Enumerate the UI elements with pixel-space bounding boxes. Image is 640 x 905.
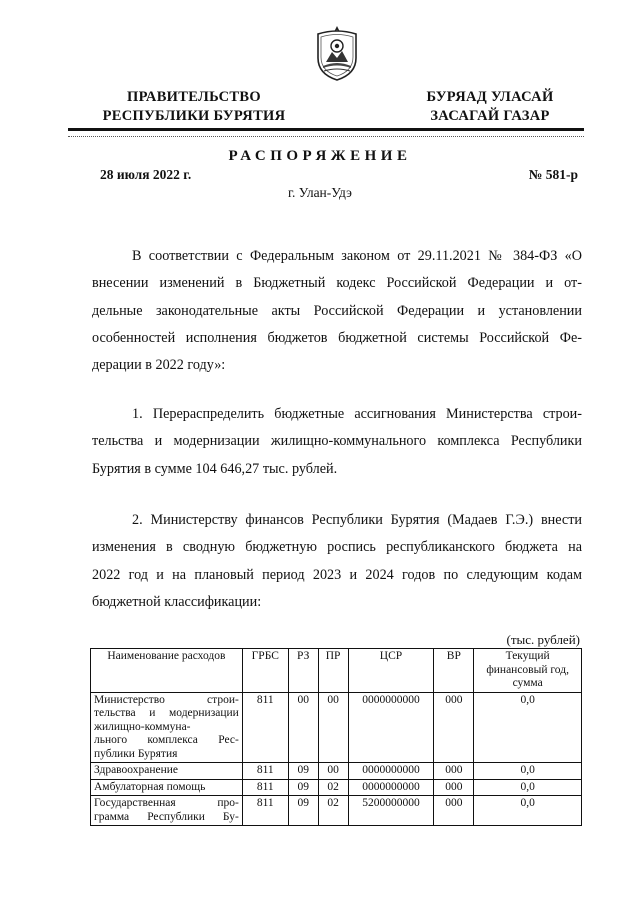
cell-csr: 5200000000 [348, 796, 434, 826]
table-row [91, 692, 582, 763]
cell-vr: 000 [434, 779, 474, 796]
table-row [91, 763, 582, 780]
government-name-ru-line2: РЕСПУБЛИКИ БУРЯТИЯ [102, 108, 286, 124]
government-name-bua-line2: ЗАСАГАЙ ГАЗАР [430, 108, 550, 124]
cell-pr: 00 [318, 692, 348, 763]
cell-name [91, 763, 243, 780]
table-row [91, 796, 582, 826]
government-name-ru-line1: ПРАВИТЕЛЬСТВО [127, 89, 261, 105]
table-header-row [91, 649, 582, 693]
cell-name-line: Государственная про- [94, 797, 239, 809]
cell-pr: 02 [318, 796, 348, 826]
text-line: В соответствии с Федеральным законом от 29.11.2021 № 384-ФЗ «О [132, 248, 582, 264]
cell-name-line: грамма Республики Бу- [94, 810, 239, 823]
document-title: РАСПОРЯЖЕНИЕ [228, 148, 412, 164]
text-line: бюджетной классификации: [92, 593, 262, 610]
cell-name [91, 796, 243, 826]
cell-name-line: Амбулаторная помощь [94, 780, 206, 793]
cell-grbs: 811 [242, 796, 288, 826]
cell-name-line: Здравоохранение [94, 764, 179, 776]
cell-grbs: 811 [242, 779, 288, 796]
text-line: Бурятия в сумме 104 646,27 тыс. рублей. [92, 460, 338, 477]
header-divider-dotted [68, 136, 584, 137]
col-header-sum-line: сумма [512, 677, 543, 689]
col-header-sum [474, 649, 582, 693]
cell-vr: 000 [434, 796, 474, 826]
table-row [91, 779, 582, 796]
cell-sum: 0,0 [474, 779, 582, 796]
cell-vr: 000 [434, 692, 474, 763]
header-divider-thick [68, 128, 584, 131]
col-header-sum-line: Текущий [505, 650, 550, 662]
intro-paragraph [92, 243, 582, 379]
cell-name [91, 692, 243, 763]
cell-name-line: публики Бурятия [94, 747, 178, 760]
text-line: особенностей исполнения бюджетов бюджетной системы Российской Фе- [92, 329, 582, 346]
cell-csr: 0000000000 [348, 763, 434, 780]
cell-pr: 02 [318, 779, 348, 796]
cell-name-line: Министерство строи- [94, 693, 239, 706]
cell-rz: 09 [288, 763, 318, 780]
document-date: 28 июля 2022 г. [100, 167, 192, 182]
government-name-bua-line1: БУРЯАД УЛАСАЙ [426, 89, 554, 105]
government-name-bua [390, 88, 590, 126]
col-header-vr: ВР [434, 649, 474, 693]
cell-sum: 0,0 [474, 692, 582, 763]
text-line: дерации в 2022 году»: [92, 357, 226, 374]
col-header-rz: РЗ [288, 649, 318, 693]
cell-name-line: льного комплекса Рес- [94, 734, 239, 746]
cell-csr: 0000000000 [348, 779, 434, 796]
text-line: 2022 год и на плановый период 2023 и 2024 годов по следующим кодам [92, 566, 582, 583]
item-1-paragraph [92, 401, 582, 483]
government-name-ru [74, 88, 314, 126]
document-city: г. Улан-Удэ [288, 185, 352, 200]
text-line: тельства и модернизации жилищно-коммунального комплекса Республики [92, 433, 582, 450]
cell-sum: 0,0 [474, 763, 582, 780]
item-2-paragraph [92, 507, 582, 616]
cell-vr: 000 [434, 763, 474, 780]
budget-table [90, 648, 582, 826]
col-header-name: Наименование расходов [91, 649, 243, 693]
cell-rz: 09 [288, 796, 318, 826]
cell-csr: 0000000000 [348, 692, 434, 763]
cell-rz: 00 [288, 692, 318, 763]
cell-sum: 0,0 [474, 796, 582, 826]
text-line: 1. Перераспределить бюджетные ассигнования Министерства строи- [132, 406, 582, 422]
cell-grbs: 811 [242, 692, 288, 763]
cell-name-line: жилищно-коммуна- [94, 720, 191, 733]
document-number: № 581-р [528, 167, 578, 182]
text-line: 2. Министерству финансов Республики Бурятия (Мадаев Г.Э.) внести [132, 512, 582, 528]
cell-name [91, 779, 243, 796]
cell-rz: 09 [288, 779, 318, 796]
col-header-grbs: ГРБС [242, 649, 288, 693]
table-unit-label: (тыс. рублей) [506, 632, 580, 647]
text-line: изменения в сводную бюджетную роспись республиканского бюджета на [92, 539, 582, 556]
cell-grbs: 811 [242, 763, 288, 780]
text-line: внесении изменений в Бюджетный кодекс Российской Федерации и от- [92, 275, 582, 292]
col-header-pr: ПР [318, 649, 348, 693]
col-header-csr: ЦСР [348, 649, 434, 693]
cell-pr: 00 [318, 763, 348, 780]
coat-of-arms-icon [312, 24, 362, 82]
col-header-sum-line: финансовый год, [486, 663, 569, 676]
cell-name-line: тельства и модернизации [94, 707, 239, 719]
text-line: дельные законодательные акты Российской Федерации и установлении [92, 302, 582, 319]
